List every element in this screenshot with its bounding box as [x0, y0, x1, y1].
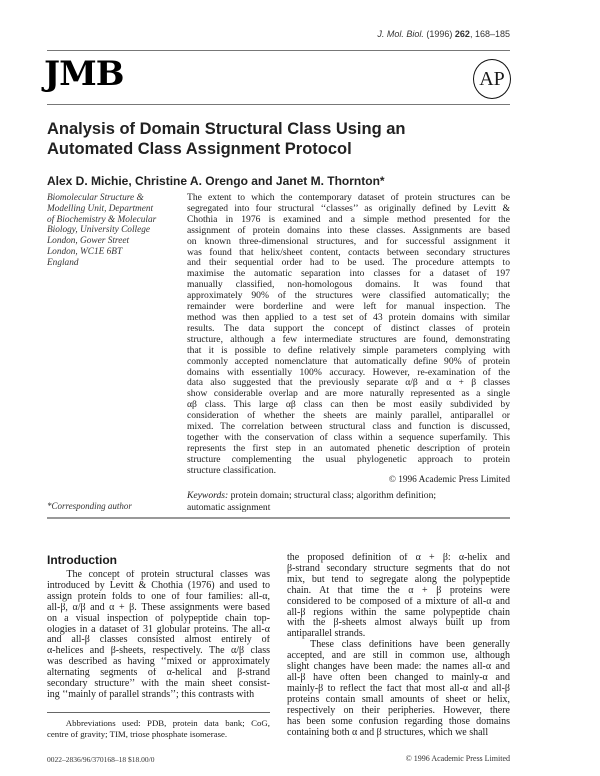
abstract-line: maximise the automatic separation into classes for a dataset of 197 [187, 269, 510, 280]
abstract-line: on known three-dimensional structures, and for successful assignment it [187, 236, 510, 247]
corresponding-author-note: *Corresponding author [47, 501, 132, 511]
body-text-line: proteins contain small amounts of sheet or helix, [287, 694, 510, 705]
abstract-line: and their sequential order had to be used. The procedure attempts to [187, 258, 510, 269]
body-text-line: These class definitions have been generally [287, 640, 510, 651]
abstract-line: structure, although a few intermediate structures are found, demonstrating [187, 334, 510, 345]
introduction-left-column [47, 570, 270, 701]
body-text-line: all-β, α/β and α + β. These assignments were based [47, 602, 270, 613]
article-title [47, 119, 406, 159]
academic-press-logo [473, 59, 511, 99]
abstract-line: commonly accepted nomenclature that automatically define 90% of protein [187, 356, 510, 367]
body-text-line: mainly-β to reflect the fact that most all-α and all-β [287, 683, 510, 694]
keywords-label: Keywords: [187, 490, 229, 501]
citation-pages: , 168–185 [469, 29, 510, 39]
keywords-line-2: automatic assignment [187, 501, 271, 513]
body-text-line: mix, but tend to segregate along the polypeptide [287, 574, 510, 585]
jmb-logo: JMB [44, 54, 124, 94]
abstract-line: αβ class. This large αβ class can then be most easily subdivided by [187, 400, 510, 411]
abstract-line: remainder were borderline and were left for manual inspection. The [187, 302, 510, 313]
citation-journal: J. Mol. Biol. [377, 29, 424, 39]
body-text-line: respectively on their peripheries. However, there [287, 705, 510, 716]
affiliation-line: Biology, University College [47, 225, 151, 236]
abstract-line: data also suggested that the previously separate α/β and α + β classes [187, 378, 510, 389]
body-text-line: on a visual inspection of polypeptide chain top- [47, 613, 270, 624]
body-text-line: antiparallel strands. [287, 629, 366, 640]
body-text-line: considered to be composed of a mixture of all-α and [287, 596, 510, 607]
abstract-line: was found that helix/sheet content, contacts between secondary structures [187, 247, 510, 258]
footnote-line: centre of gravity; TIM, triose phosphate isomerase. [47, 728, 228, 739]
body-text-line: accepted, and are still in common use, although [287, 651, 510, 662]
body-text-line: ing ‘‘mainly of parallel strands’’; this contrasts with [47, 689, 255, 700]
abstract [187, 193, 510, 477]
abstract-line: show considerable overlap and are more naturally represented as a single [187, 389, 510, 400]
abstract-line: structure complementing the usual phylogenetic approach to protein [187, 454, 510, 465]
body-text-line: all-β regions within the same polypeptide chain [287, 607, 510, 618]
section-heading-introduction: Introduction [47, 553, 117, 567]
abstract-line: represents the first step in an automated phenetic description of protein [187, 443, 510, 454]
body-text-line: and all-β classes consisted almost entirely of [47, 635, 270, 646]
abstract-line: method was then applied to a test set of 43 protein domains with similar [187, 312, 510, 323]
abstract-line: manually classified, non-homologous domains. It was found that [187, 280, 510, 291]
abstract-line: approximately 90% of the structures were classified automatically; the [187, 291, 510, 302]
body-text-line: was described as having ‘‘mixed or approximately [47, 657, 270, 668]
body-text-line: the proposed definition of α + β: α-helix and [287, 553, 510, 563]
header-bottom-rule [47, 104, 510, 105]
abstract-line: mixed. The correlation between structural class and function is discussed, [187, 422, 510, 433]
body-text-line: introduced by Levitt & Chothia (1976) and used to [47, 580, 270, 591]
body-text-line: with the β-sheets almost always built up from [287, 618, 510, 629]
citation-year: (1996) [426, 29, 453, 39]
title-line-2: Automated Class Assignment Protocol [47, 140, 352, 158]
footnote-line: Abbreviations used: PDB, protein data bank; CoG, [47, 718, 270, 728]
body-text-line: ologies in a dataset of 31 globular proteins. The all-α [47, 624, 270, 635]
body-text-line: slight changes have been made: the names all-α and [287, 662, 510, 673]
body-text-line: has been some confusion regarding those domains [287, 716, 510, 727]
abstract-line: The extent to which the contemporary dataset of protein structures can be [187, 193, 510, 203]
citation-volume: 262 [454, 29, 470, 39]
affiliation-line: London, WC1E 6BT [47, 246, 123, 257]
affiliation-line: of Biochemistry & Molecular [47, 214, 157, 225]
body-text-line: secondary structure’’ with the main sheet consist- [47, 679, 270, 690]
body-text-line: containing both α and β structures, which we shall [287, 727, 489, 738]
footnote [47, 718, 270, 739]
abstract-line: Chothia in 1976 is examined and a simple method presented for the [187, 214, 510, 225]
affiliation-line: Biomolecular Structure & [47, 193, 144, 203]
abstract-rule [47, 517, 510, 519]
body-text-line: β-strand secondary structure segments that do not [287, 563, 510, 574]
keywords-line-1: protein domain; structural class; algorithm definition; [228, 490, 437, 501]
body-text-line: chain. At that time the α + β proteins were [287, 585, 510, 596]
keywords [187, 490, 436, 513]
abstract-line: together with the conservation of class within a sequence superfamily. This [187, 432, 510, 443]
footer-code: 0022–2836/96/370168–18 $18.00/0 [47, 755, 155, 764]
body-text-line: all-β have often been changed to mainly-α and [287, 672, 510, 683]
abstract-line: domains with essentially 100% accuracy. However, re-examination of the [187, 367, 510, 378]
affiliation [47, 193, 182, 269]
abstract-line: structure classification. [187, 465, 276, 476]
footer-copyright: © 1996 Academic Press Limited [405, 754, 510, 763]
affiliation-line: England [47, 257, 79, 268]
abstract-line: that it is possible to define relatively simple parameters complying with [187, 345, 510, 356]
academic-press-logo-text: AP [479, 68, 505, 90]
abstract-line: segregated into four structural ‘‘classes’’ as originally defined by Levitt & [187, 203, 510, 214]
abstract-line: results. The data support the concept of distinct classes of protein [187, 323, 510, 334]
body-text-line: α-helices and β-sheets, respectively. The α/β class [47, 646, 270, 657]
article-authors: Alex D. Michie, Christine A. Orengo and Janet M. Thornton* [47, 174, 385, 188]
title-line-1: Analysis of Domain Structural Class Using an [47, 120, 406, 138]
affiliation-line: London, Gower Street [47, 236, 130, 247]
introduction-right-column [287, 553, 510, 738]
footnote-rule [47, 712, 270, 713]
abstract-line: consideration of whether the sheets are mainly parallel, antiparallel or [187, 411, 510, 422]
body-text-line: alternating segments of α-helical and β-strand [47, 668, 270, 679]
abstract-line: assignment of protein domains into these classes. Assignments are based [187, 225, 510, 236]
body-text-line: assign protein folds to one of four families: all-α, [47, 591, 270, 602]
affiliation-line: Modelling Unit, Department [47, 203, 154, 214]
header-top-rule [47, 50, 510, 51]
body-text-line: The concept of protein structural classes was [47, 570, 270, 580]
journal-citation [377, 29, 510, 39]
abstract-copyright: © 1996 Academic Press Limited [388, 475, 510, 485]
